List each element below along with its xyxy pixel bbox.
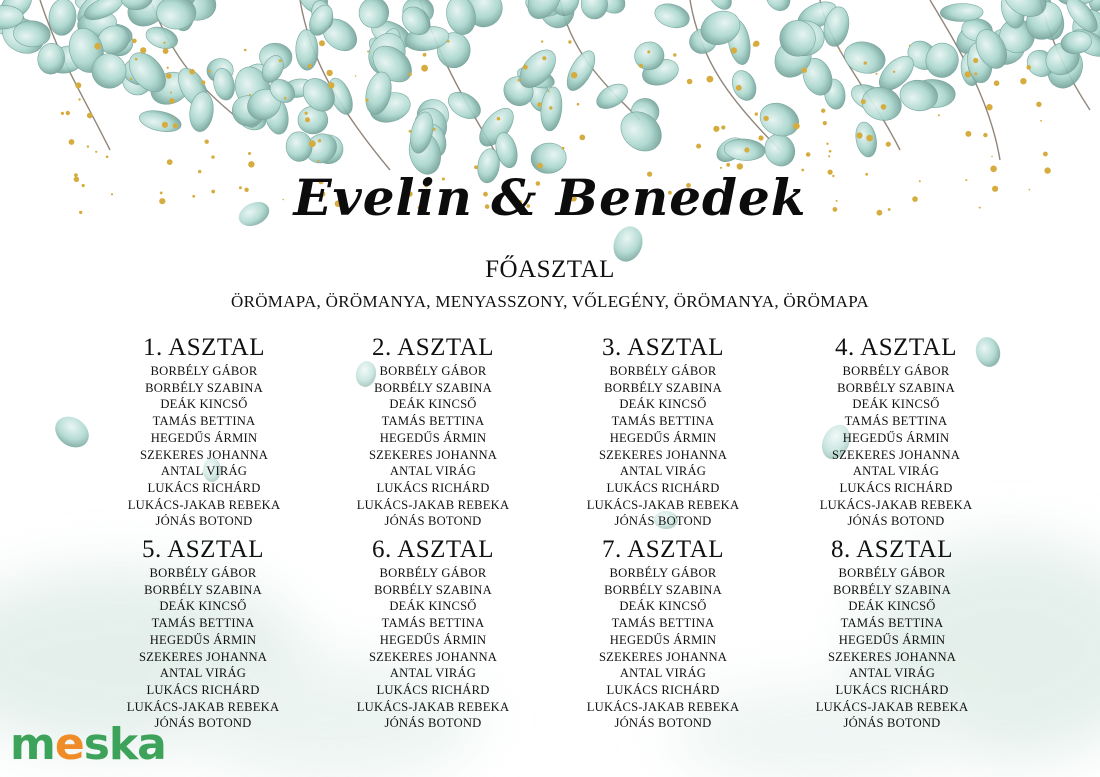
gold-dot bbox=[548, 90, 550, 92]
guest-name: DEÁK KINCSŐ bbox=[619, 599, 707, 614]
gold-dot bbox=[173, 117, 175, 119]
gold-dot bbox=[433, 128, 436, 131]
gold-dot bbox=[244, 49, 247, 52]
gold-dot bbox=[802, 68, 807, 73]
gold-dot bbox=[826, 143, 828, 145]
guest-name: BORBÉLY GÁBOR bbox=[609, 566, 717, 580]
guest-name: ANTAL VIRÁG bbox=[619, 464, 707, 479]
gold-dot bbox=[758, 135, 763, 140]
guest-name: LUKÁCS-JAKAB REBEKA bbox=[819, 497, 973, 512]
table-title: 5. ASZTAL bbox=[142, 536, 264, 563]
gold-dot bbox=[793, 123, 800, 130]
guest-name: BORBÉLY GÁBOR bbox=[838, 566, 946, 580]
gold-dot bbox=[163, 48, 169, 54]
gold-dot bbox=[974, 72, 977, 75]
guest-name: BORBÉLY GÁBOR bbox=[842, 364, 950, 378]
gold-dot bbox=[696, 144, 701, 149]
gold-dot bbox=[248, 161, 254, 167]
eucalyptus-leaf bbox=[580, 0, 608, 20]
guest-name: BORBÉLY SZABINA bbox=[604, 380, 722, 395]
eucalyptus-leaf bbox=[853, 120, 879, 159]
table-card bbox=[543, 535, 783, 732]
gold-dot bbox=[497, 117, 501, 121]
gold-dot bbox=[579, 135, 585, 141]
gold-dot bbox=[639, 64, 643, 68]
gold-dot bbox=[1040, 120, 1042, 122]
head-table-members: ÖRÖMAPA, ÖRÖMANYA, MENYASSZONY, VŐLEGÉNY, ÖRÖMANYA, ÖRÖMAPA bbox=[231, 292, 869, 311]
guest-name: LUKÁCS-JAKAB REBEKA bbox=[356, 699, 510, 714]
gold-dot bbox=[69, 139, 75, 145]
meska-logo: meska bbox=[10, 719, 166, 770]
gold-dot bbox=[317, 160, 319, 162]
table-title: 8. ASZTAL bbox=[831, 536, 953, 563]
guest-name: HEGEDŰS ÁRMIN bbox=[379, 430, 487, 445]
eucalyptus-leaf bbox=[761, 0, 795, 15]
guest-name: BORBÉLY GÁBOR bbox=[609, 364, 717, 378]
guest-name: LUKÁCS RICHÁRD bbox=[376, 480, 490, 495]
gold-dot bbox=[87, 145, 89, 147]
table-card bbox=[772, 535, 1012, 732]
guest-name: SZEKERES JOHANNA bbox=[368, 649, 498, 664]
guest-name: ANTAL VIRÁG bbox=[389, 666, 477, 681]
guest-name: SZEKERES JOHANNA bbox=[139, 447, 269, 462]
guest-name: JÓNÁS BOTOND bbox=[155, 514, 253, 529]
gold-dot bbox=[163, 42, 165, 44]
table-title: 2. ASZTAL bbox=[372, 334, 494, 361]
guest-name: HEGEDŰS ÁRMIN bbox=[150, 430, 258, 445]
gold-dot bbox=[319, 40, 325, 46]
gold-dot bbox=[66, 111, 70, 115]
eucalyptus-leaf bbox=[728, 67, 761, 104]
gold-dot bbox=[1043, 152, 1048, 157]
gold-dot bbox=[763, 116, 768, 121]
guest-name: BORBÉLY SZABINA bbox=[144, 582, 262, 597]
guest-name: HEGEDŰS ÁRMIN bbox=[838, 632, 946, 647]
gold-dot bbox=[166, 73, 172, 79]
gold-dot bbox=[755, 112, 758, 115]
gold-dot bbox=[423, 53, 427, 57]
gold-dot bbox=[829, 150, 832, 153]
table-card bbox=[313, 535, 553, 732]
gold-dot bbox=[828, 155, 830, 157]
gold-dot bbox=[726, 163, 730, 167]
gold-dot bbox=[736, 85, 742, 91]
table-title: 1. ASZTAL bbox=[143, 334, 265, 361]
guest-name: JÓNÁS BOTOND bbox=[384, 514, 482, 529]
table-title: 3. ASZTAL bbox=[602, 334, 724, 361]
guest-name: BORBÉLY GÁBOR bbox=[379, 566, 487, 580]
gold-dot bbox=[94, 43, 101, 50]
guest-name: LUKÁCS-JAKAB REBEKA bbox=[356, 497, 510, 512]
gold-dot bbox=[823, 121, 827, 125]
guest-name: LUKÁCS RICHÁRD bbox=[146, 682, 260, 697]
gold-dot bbox=[447, 40, 450, 43]
guest-name: ANTAL VIRÁG bbox=[159, 666, 247, 681]
gold-dot bbox=[249, 94, 251, 96]
table-title: 7. ASZTAL bbox=[602, 536, 724, 563]
gold-dot bbox=[167, 159, 173, 165]
gold-dot bbox=[856, 132, 862, 138]
gold-dot bbox=[1036, 102, 1041, 107]
eucalyptus-leaf bbox=[652, 0, 692, 32]
gold-dot bbox=[140, 47, 146, 53]
guest-name: BORBÉLY GÁBOR bbox=[150, 364, 258, 378]
guest-name: JÓNÁS BOTOND bbox=[614, 514, 712, 529]
gold-dot bbox=[886, 142, 891, 147]
gold-dot bbox=[861, 99, 866, 104]
gold-dot bbox=[132, 39, 137, 44]
gold-dot bbox=[279, 59, 282, 62]
gold-dot bbox=[167, 67, 169, 69]
gold-dot bbox=[130, 78, 132, 80]
gold-dot bbox=[986, 104, 992, 110]
gold-dot bbox=[309, 140, 316, 147]
gold-dot bbox=[744, 147, 749, 152]
gold-dot bbox=[355, 75, 357, 77]
guest-name: SZEKERES JOHANNA bbox=[598, 649, 728, 664]
gold-dot bbox=[106, 156, 109, 159]
table-card bbox=[543, 333, 783, 530]
guest-name: DEÁK KINCSŐ bbox=[389, 599, 477, 614]
gold-dot bbox=[983, 133, 987, 137]
guest-name: LUKÁCS-JAKAB REBEKA bbox=[127, 497, 281, 512]
eucalyptus-leaf bbox=[295, 29, 318, 70]
guest-name: LUKÁCS RICHÁRD bbox=[147, 480, 261, 495]
gold-dot bbox=[518, 79, 521, 82]
gold-dot bbox=[205, 140, 209, 144]
gold-dot bbox=[562, 147, 565, 150]
gold-dot bbox=[170, 92, 172, 94]
gold-dot bbox=[577, 103, 580, 106]
guest-name: TAMÁS BETTINA bbox=[381, 414, 485, 429]
gold-dot bbox=[965, 131, 971, 137]
guest-name: JÓNÁS BOTOND bbox=[843, 716, 941, 731]
eucalyptus-leaf bbox=[613, 104, 669, 159]
gold-dot bbox=[938, 114, 940, 116]
gold-dot bbox=[806, 152, 811, 157]
guest-name: HEGEDŰS ÁRMIN bbox=[842, 430, 950, 445]
gold-dot bbox=[326, 70, 332, 76]
eucalyptus-leaf bbox=[137, 107, 183, 135]
gold-dot bbox=[61, 112, 64, 115]
guest-name: BORBÉLY SZABINA bbox=[374, 380, 492, 395]
guest-name: LUKÁCS RICHÁRD bbox=[606, 480, 720, 495]
gold-dot bbox=[365, 99, 368, 102]
gold-dot bbox=[248, 152, 251, 155]
guest-name: LUKÁCS RICHÁRD bbox=[839, 480, 953, 495]
gold-dot bbox=[409, 130, 412, 133]
guest-name: SZEKERES JOHANNA bbox=[831, 447, 961, 462]
guest-name: BORBÉLY SZABINA bbox=[145, 380, 263, 395]
guest-name: ANTAL VIRÁG bbox=[160, 464, 248, 479]
guest-name: LUKÁCS-JAKAB REBEKA bbox=[586, 497, 740, 512]
gold-dot bbox=[542, 56, 546, 60]
guest-name: TAMÁS BETTINA bbox=[611, 616, 715, 631]
gold-dot bbox=[308, 64, 312, 68]
guest-name: ANTAL VIRÁG bbox=[852, 464, 940, 479]
gold-dot bbox=[201, 80, 205, 84]
guest-name: SZEKERES JOHANNA bbox=[138, 649, 268, 664]
gold-dot bbox=[87, 113, 93, 119]
guest-name: LUKÁCS RICHÁRD bbox=[376, 682, 490, 697]
gold-dot bbox=[135, 58, 138, 61]
gold-dot bbox=[821, 109, 825, 113]
gold-dot bbox=[864, 61, 867, 64]
guest-name: DEÁK KINCSŐ bbox=[852, 397, 940, 412]
guest-name: LUKÁCS-JAKAB REBEKA bbox=[126, 699, 280, 714]
guest-name: BORBÉLY SZABINA bbox=[604, 582, 722, 597]
guest-name: BORBÉLY GÁBOR bbox=[379, 364, 487, 378]
gold-dot bbox=[753, 43, 757, 47]
eucalyptus-leaf bbox=[444, 87, 486, 124]
table-card bbox=[313, 333, 553, 530]
gold-dot bbox=[839, 50, 841, 52]
table-card bbox=[84, 333, 324, 530]
gold-dot bbox=[876, 73, 878, 75]
guest-name: LUKÁCS RICHÁRD bbox=[835, 682, 949, 697]
guest-name: TAMÁS BETTINA bbox=[152, 414, 256, 429]
gold-dot bbox=[866, 135, 873, 142]
gold-dot bbox=[541, 40, 543, 42]
gold-dot bbox=[991, 156, 993, 158]
guest-name: TAMÁS BETTINA bbox=[611, 414, 715, 429]
guest-name: TAMÁS BETTINA bbox=[151, 616, 255, 631]
guest-name: LUKÁCS RICHÁRD bbox=[606, 682, 720, 697]
guest-name: JÓNÁS BOTOND bbox=[384, 716, 482, 731]
gold-dot bbox=[169, 98, 174, 103]
gold-dot bbox=[75, 82, 81, 88]
guest-name: BORBÉLY SZABINA bbox=[833, 582, 951, 597]
guest-name: SZEKERES JOHANNA bbox=[368, 447, 498, 462]
guest-name: DEÁK KINCSŐ bbox=[619, 397, 707, 412]
gold-dot bbox=[409, 73, 412, 76]
eucalyptus-leaf bbox=[755, 97, 804, 142]
couple-names: Evelin & Benedek bbox=[293, 168, 807, 227]
table-title: 4. ASZTAL bbox=[835, 334, 957, 361]
gold-dot bbox=[1020, 78, 1026, 84]
eucalyptus-leaf bbox=[841, 37, 889, 77]
guest-name: ANTAL VIRÁG bbox=[389, 464, 477, 479]
gold-dot bbox=[965, 71, 971, 77]
table-card bbox=[776, 333, 1016, 530]
guest-name: ANTAL VIRÁG bbox=[619, 666, 707, 681]
gold-dot bbox=[721, 125, 725, 129]
guest-name: TAMÁS BETTINA bbox=[381, 616, 485, 631]
eucalyptus-leaves bbox=[0, 0, 1100, 184]
gold-dot bbox=[328, 82, 334, 88]
guest-name: BORBÉLY SZABINA bbox=[374, 582, 492, 597]
guest-name: DEÁK KINCSŐ bbox=[159, 599, 247, 614]
gold-dot bbox=[549, 106, 552, 109]
guest-name: TAMÁS BETTINA bbox=[844, 414, 948, 429]
guest-name: SZEKERES JOHANNA bbox=[827, 649, 957, 664]
guest-name: LUKÁCS-JAKAB REBEKA bbox=[586, 699, 740, 714]
gold-dot bbox=[173, 123, 178, 128]
guest-name: HEGEDŰS ÁRMIN bbox=[379, 632, 487, 647]
gold-dot bbox=[162, 122, 168, 128]
table-card bbox=[83, 535, 323, 732]
guest-name: JÓNÁS BOTOND bbox=[154, 716, 252, 731]
guest-name: DEÁK KINCSŐ bbox=[389, 397, 477, 412]
gold-dot bbox=[421, 65, 428, 72]
gold-dot bbox=[893, 71, 895, 73]
guest-name: LUKÁCS-JAKAB REBEKA bbox=[815, 699, 969, 714]
gold-dot bbox=[568, 40, 571, 43]
gold-dot bbox=[731, 47, 737, 53]
guest-name: JÓNÁS BOTOND bbox=[614, 716, 712, 731]
guest-name: ANTAL VIRÁG bbox=[848, 666, 936, 681]
gold-dot bbox=[189, 69, 195, 75]
guest-name: HEGEDŰS ÁRMIN bbox=[149, 632, 257, 647]
guest-name: SZEKERES JOHANNA bbox=[598, 447, 728, 462]
guest-name: DEÁK KINCSŐ bbox=[160, 397, 248, 412]
guest-name: BORBÉLY GÁBOR bbox=[149, 566, 257, 580]
gold-dot bbox=[284, 97, 287, 100]
gold-dot bbox=[687, 79, 693, 85]
gold-dot bbox=[1026, 65, 1031, 70]
gold-dot bbox=[78, 98, 80, 100]
gold-dot bbox=[305, 112, 308, 115]
guest-name: TAMÁS BETTINA bbox=[840, 616, 944, 631]
gold-dot bbox=[95, 151, 97, 153]
gold-dot bbox=[537, 102, 542, 107]
gold-dot bbox=[713, 126, 719, 132]
head-table-title: FŐASZTAL bbox=[485, 256, 615, 283]
gold-dot bbox=[208, 70, 211, 73]
guest-name: DEÁK KINCSŐ bbox=[848, 599, 936, 614]
gold-dot bbox=[909, 45, 911, 47]
guest-name: HEGEDŰS ÁRMIN bbox=[609, 632, 717, 647]
guest-name: BORBÉLY SZABINA bbox=[837, 380, 955, 395]
gold-dot bbox=[973, 58, 978, 63]
table-title: 6. ASZTAL bbox=[372, 536, 494, 563]
gold-dot bbox=[318, 139, 321, 142]
guest-name: HEGEDŰS ÁRMIN bbox=[609, 430, 717, 445]
gold-dot bbox=[367, 51, 369, 53]
gold-dot bbox=[211, 155, 214, 158]
gold-dot bbox=[881, 104, 887, 110]
gold-dot bbox=[994, 80, 1000, 86]
gold-dot bbox=[305, 117, 310, 122]
eucalyptus-leaf bbox=[592, 79, 631, 114]
gold-dot bbox=[647, 50, 650, 53]
gold-dot bbox=[523, 65, 528, 70]
gold-dot bbox=[707, 76, 714, 83]
gold-dot bbox=[571, 72, 577, 78]
gold-dot bbox=[673, 53, 676, 56]
guest-name: JÓNÁS BOTOND bbox=[847, 514, 945, 529]
